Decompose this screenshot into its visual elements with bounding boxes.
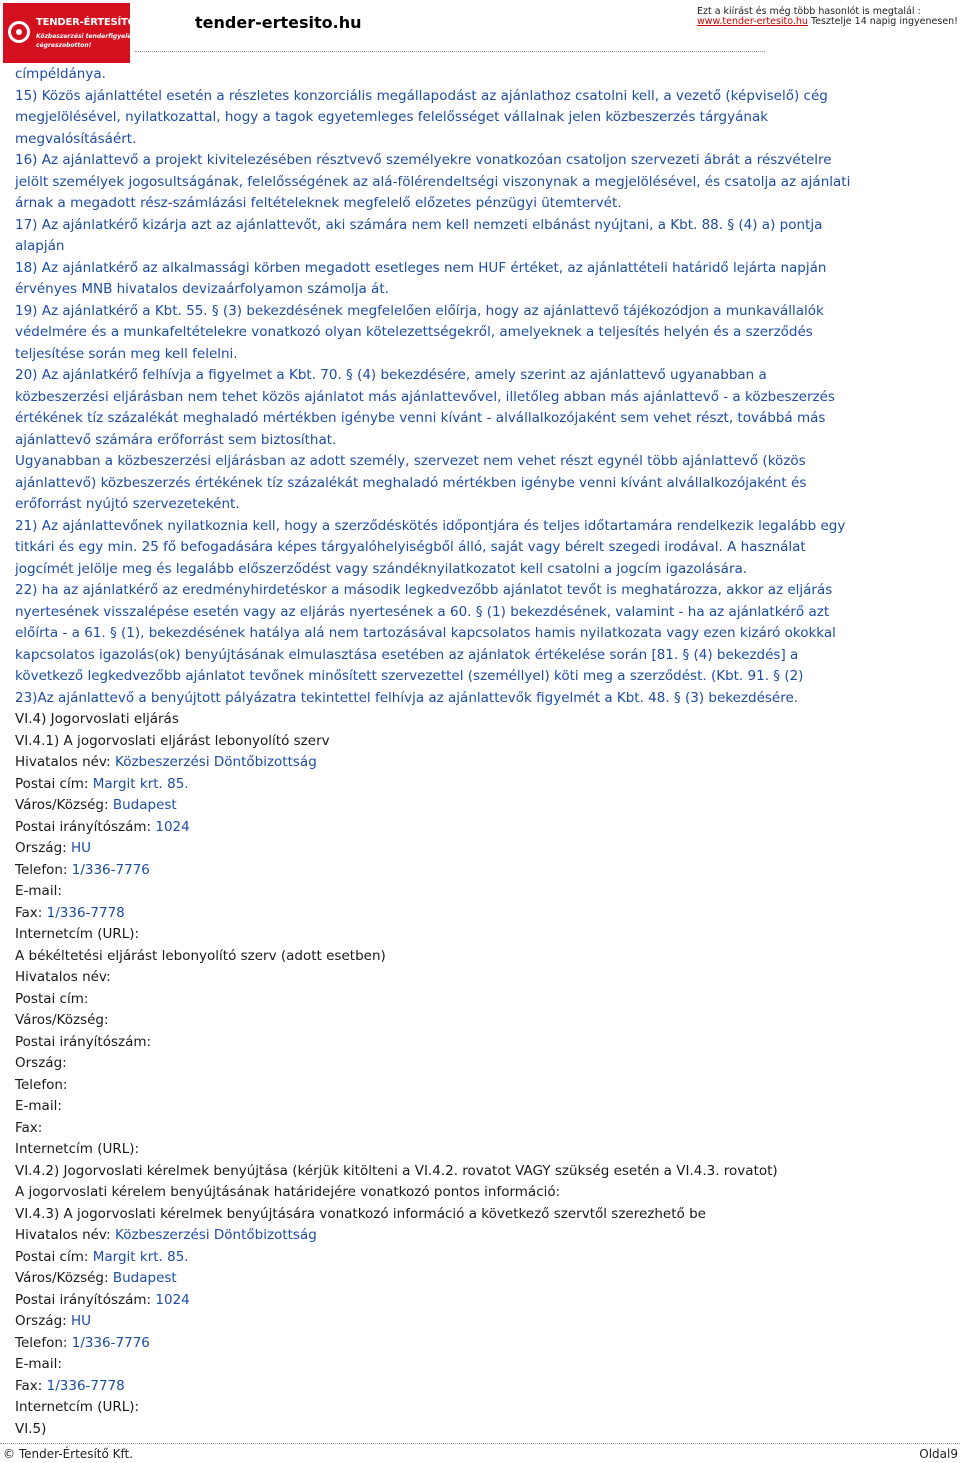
line-text: E-mail: — [15, 1098, 62, 1114]
line-text: védelmére és a munkafeltételekre vonatkozó olyan kötelezettségekről, amelyeknek a teljesítés helyén és a szerződés — [15, 324, 813, 340]
page-number: Oldal9 — [919, 1447, 958, 1461]
line-text: érvényes MNB hivatalos devizaárfolyamon számolja át. — [15, 281, 389, 297]
site-name: tender-ertesito.hu — [195, 13, 362, 32]
line-text: nyertesének visszalépése esetén vagy az eljárás nyertesének a 60. § (1) bekezdésének, valamint - ha az ajánlatkérő azt — [15, 603, 830, 620]
text-line — [15, 1075, 950, 1097]
line-text: előírta - a 61. § (1), bekezdésének hatálya alá nem tartozásával kapcsolatos hamis nyilatkozata vagy ezen kizáró okokkal — [15, 625, 836, 641]
line-text: címpéldánya. — [15, 66, 106, 82]
line-text: Telefon: — [15, 1334, 72, 1351]
line-text: 15) Közös ajánlattétel esetén a részletes konzorciális megállapodást az ajánlathoz csatolni kell, a vezető (képviselő) cég — [15, 87, 828, 104]
line-text: Fax: — [15, 904, 47, 921]
text-line — [15, 860, 950, 882]
line-text: teljesítése során meg kell felelni. — [15, 345, 238, 362]
line-text: VI.4.3) A jogorvoslati kérelmek benyújtására vonatkozó információ a következő szervtől szerezhető be — [15, 1205, 706, 1222]
text-line — [15, 946, 950, 968]
text-line — [15, 1010, 950, 1032]
line-text: Internetcím (URL): — [15, 1399, 140, 1415]
text-line — [15, 1118, 950, 1140]
text-line — [15, 924, 950, 946]
promo-tail: Tesztelje 14 napig ingyenesen! — [807, 16, 958, 27]
text-line — [15, 731, 950, 753]
text-line — [15, 903, 950, 925]
line-text: Város/Község: — [15, 1012, 109, 1028]
line-text: megvalósításáért. — [15, 130, 137, 147]
line-text: alapján — [15, 238, 65, 254]
field-value: Budapest — [112, 1270, 177, 1286]
text-line — [15, 1204, 950, 1226]
text-line — [15, 817, 950, 839]
line-text: jogcímét jelölje meg és legalább előszerződést vagy szándéknyilatkozatot kell csatolni a jogcím igazolására. — [15, 560, 748, 577]
text-line — [15, 1247, 950, 1269]
footer-copyright: © Tender-Értesítő Kft. — [3, 1447, 134, 1461]
line-text: Fax: — [15, 1377, 47, 1394]
text-line — [15, 258, 950, 280]
line-text: 22) ha az ajánlatkérő az eredményhirdetéskor a második legkedvezőbb ajánlatot tevőt is meghatározza, akkor az eljárás — [15, 582, 833, 598]
line-text: erőforrást nyújtó szervezeteként. — [15, 496, 240, 512]
field-value: 1/336-7778 — [46, 1377, 125, 1394]
text-line — [15, 64, 950, 86]
line-text: A békéltetési eljárást lebonyolító szerv (adott esetben) — [15, 947, 386, 964]
text-line — [15, 365, 950, 387]
text-line — [15, 1032, 950, 1054]
promo-link[interactable]: www.tender-ertesito.hu — [696, 16, 808, 27]
field-value: 1/336-7776 — [71, 1334, 150, 1351]
text-line — [15, 107, 950, 129]
line-text: titkári és egy min. 25 fő befogadására képes tárgyalóhelyiségből álló, saját vagy bérelt szegedi irodával. A használat — [15, 539, 806, 555]
line-text: ajánlattevő) közbeszerzés értékének tíz százalékát meghaladó mértékben igénybe venni kívánt alvállalkozójaként és — [15, 474, 807, 491]
text-line — [15, 279, 950, 301]
line-text: Postai cím: — [15, 775, 93, 792]
text-line — [15, 709, 950, 731]
text-line — [15, 494, 950, 516]
field-value: 1/336-7778 — [46, 904, 125, 921]
line-text: Ország: — [15, 840, 71, 856]
page-header — [0, 0, 960, 60]
text-line — [15, 1397, 950, 1419]
text-line — [15, 774, 950, 796]
text-line — [15, 1225, 950, 1247]
line-text: E-mail: — [15, 1356, 62, 1372]
text-line — [15, 602, 950, 624]
text-line — [15, 516, 950, 538]
promo-line: Ezt a kiírást és még több hasonlót is megtalál : — [696, 6, 921, 17]
line-text: 21) Az ajánlattevőnek nyilatkoznia kell, hogy a szerződéskötés időpontjára és teljes időtartamára rendelkezik legalább egy — [15, 517, 846, 534]
line-text: Postai irányítószám: — [15, 818, 156, 835]
line-text: értékének tíz százalékát meghaladó mértékben igénybe venni kívánt - alvállalkozójaként sem vehet részt, továbbá más — [15, 410, 826, 426]
header-divider — [135, 51, 765, 52]
text-line — [15, 1354, 950, 1376]
line-text: következő legkedvezőbb ajánlatot tevőnek minősített szervezettel (személlyel) köti meg a szerződést. (Kbt. 91. § (2) — [15, 668, 804, 684]
logo-brand-text: TENDER-ÉRTESÍTŐ.hu — [36, 17, 154, 28]
text-line — [15, 688, 950, 710]
line-text: Fax: — [15, 1119, 43, 1136]
field-value: Közbeszerzési Döntőbizottság — [115, 1227, 317, 1243]
text-line — [15, 150, 950, 172]
text-line — [15, 1096, 950, 1118]
text-line — [15, 623, 950, 645]
line-text: Hivatalos név: — [15, 1227, 116, 1243]
site-logo[interactable] — [3, 3, 154, 63]
line-text: VI.4.2) Jogorvoslati kérelmek benyújtása (kérjük kitölteni a VI.4.2. rovatot VAGY szükség esetén a VI.4.3. rovatot) — [15, 1162, 778, 1179]
text-line — [15, 473, 950, 495]
field-value: HU — [70, 1313, 92, 1329]
document-body — [15, 64, 950, 1440]
text-line — [15, 430, 950, 452]
field-value: Budapest — [112, 797, 177, 813]
text-line — [15, 408, 950, 430]
text-line — [15, 967, 950, 989]
text-line — [15, 193, 950, 215]
line-text: Postai cím: — [15, 1248, 93, 1265]
text-line — [15, 129, 950, 151]
promo-text — [697, 7, 958, 27]
line-text: Ország: — [15, 1313, 71, 1329]
line-text: kapcsolatos igazolás(ok) benyújtásának elmulasztása esetében az ajánlatok értékelése során [81. § (4) bekezdés] a — [15, 646, 799, 663]
line-text: közbeszerzési eljárásban nem tehet közös ajánlatot más ajánlattevővel, illetőleg abban más ajánlattevő - a közbeszerzés — [15, 388, 835, 405]
text-line — [15, 344, 950, 366]
text-line — [15, 387, 950, 409]
line-text: Város/Község: — [15, 1270, 113, 1286]
text-line — [15, 1139, 950, 1161]
text-line — [15, 1053, 950, 1075]
line-text: Telefon: — [15, 861, 72, 878]
line-text: Város/Község: — [15, 797, 113, 813]
text-line — [15, 666, 950, 688]
logo-tagline: cégreszobotton! — [36, 42, 92, 49]
line-text: E-mail: — [15, 883, 62, 899]
text-line — [15, 1268, 950, 1290]
text-line — [15, 236, 950, 258]
field-value: Margit krt. 85. — [92, 775, 189, 792]
line-text: Ország: — [15, 1055, 67, 1071]
field-value: 1024 — [155, 818, 190, 835]
line-text: VI.5) — [15, 1420, 47, 1437]
line-text: VI.4) Jogorvoslati eljárás — [15, 711, 179, 727]
text-line — [15, 1182, 950, 1204]
text-line — [15, 1161, 950, 1183]
text-line — [15, 1419, 950, 1441]
text-line — [15, 795, 950, 817]
text-line — [15, 1333, 950, 1355]
field-value: 1/336-7776 — [71, 861, 150, 878]
text-line — [15, 172, 950, 194]
field-value: 1024 — [155, 1291, 190, 1308]
line-text: árnak a megadott rész-számlázási feltételeknek megfelelő előzetes pénzügyi ütemtervét. — [15, 195, 622, 211]
text-line — [15, 86, 950, 108]
line-text: Postai irányítószám: — [15, 1033, 152, 1050]
line-text: 16) Az ajánlattevő a projekt kivitelezésében résztvevő személyekre vonatkozóan csatoljon szervezeti ábrát a részvételre — [15, 152, 832, 168]
field-value: Közbeszerzési Döntőbizottság — [115, 754, 317, 770]
text-line — [15, 838, 950, 860]
line-text: 18) Az ajánlatkérő az alkalmassági körben megadott esetleges nem HUF értéket, az ajánlattételi határidő lejárta napján — [15, 259, 827, 276]
text-line — [15, 989, 950, 1011]
text-line — [15, 645, 950, 667]
line-text: megjelölésével, nyilatkozattal, hogy a tagok egyetemleges felelősséget vállalnak jelen közbeszerzés tárgyának — [15, 109, 769, 125]
line-text: Hivatalos név: — [15, 969, 111, 985]
text-line — [15, 752, 950, 774]
line-text: 20) Az ajánlatkérő felhívja a figyelmet a Kbt. 70. § (4) bekezdésére, amely szerint az ajánlattevő ugyanabban a — [15, 367, 767, 383]
logo-mark-icon — [8, 21, 30, 43]
text-line — [15, 537, 950, 559]
line-text: Hivatalos név: — [15, 754, 116, 770]
line-text: Telefon: — [15, 1076, 68, 1093]
footer-divider — [0, 1443, 960, 1444]
text-line — [15, 1311, 950, 1333]
text-line — [15, 322, 950, 344]
line-text: A jogorvoslati kérelem benyújtásának határidejére vonatkozó pontos információ: — [15, 1184, 561, 1200]
line-text: ajánlattevő számára erőforrást sem biztosíthat. — [15, 431, 337, 448]
text-line — [15, 301, 950, 323]
text-line — [15, 451, 950, 473]
text-line — [15, 1376, 950, 1398]
text-line — [15, 215, 950, 237]
logo-tagline: Közbeszerzési tenderfigyelés — [36, 33, 135, 40]
promo-line — [697, 17, 958, 27]
line-text: Internetcím (URL): — [15, 926, 140, 942]
line-text: Postai cím: — [15, 990, 89, 1007]
line-text: Postai irányítószám: — [15, 1291, 156, 1308]
line-text: 23)Az ajánlattevő a benyújtott pályázatra tekintettel felhívja az ajánlattevők figyelmét a Kbt. 48. § (3) bekezdésére. — [15, 689, 799, 706]
line-text: 19) Az ajánlatkérő a Kbt. 55. § (3) bekezdésének megfelelően előírja, hogy az ajánlattevő tájékozódjon a munkavállalók — [15, 302, 824, 319]
line-text: 17) Az ajánlatkérő kizárja azt az ajánlattevőt, aki számára nem kell nemzeti elbánást nyújtani, a Kbt. 88. § (4) a) pontja — [15, 216, 823, 233]
text-line — [15, 881, 950, 903]
line-text: Ugyanabban a közbeszerzési eljárásban az adott személy, szervezet nem vehet részt egynél több ajánlattevő (közös — [15, 453, 806, 469]
line-text: Internetcím (URL): — [15, 1141, 140, 1157]
text-line — [15, 1290, 950, 1312]
line-text: VI.4.1) A jogorvoslati eljárást lebonyolító szerv — [15, 732, 330, 749]
text-line — [15, 559, 950, 581]
field-value: HU — [70, 840, 92, 856]
text-line — [15, 580, 950, 602]
field-value: Margit krt. 85. — [92, 1248, 189, 1265]
line-text: jelölt személyek jogosultságának, felelősségének az alá-fölérendeltségi viszonynak a megjelölésével, és csatolja az ajánlati — [15, 173, 851, 190]
